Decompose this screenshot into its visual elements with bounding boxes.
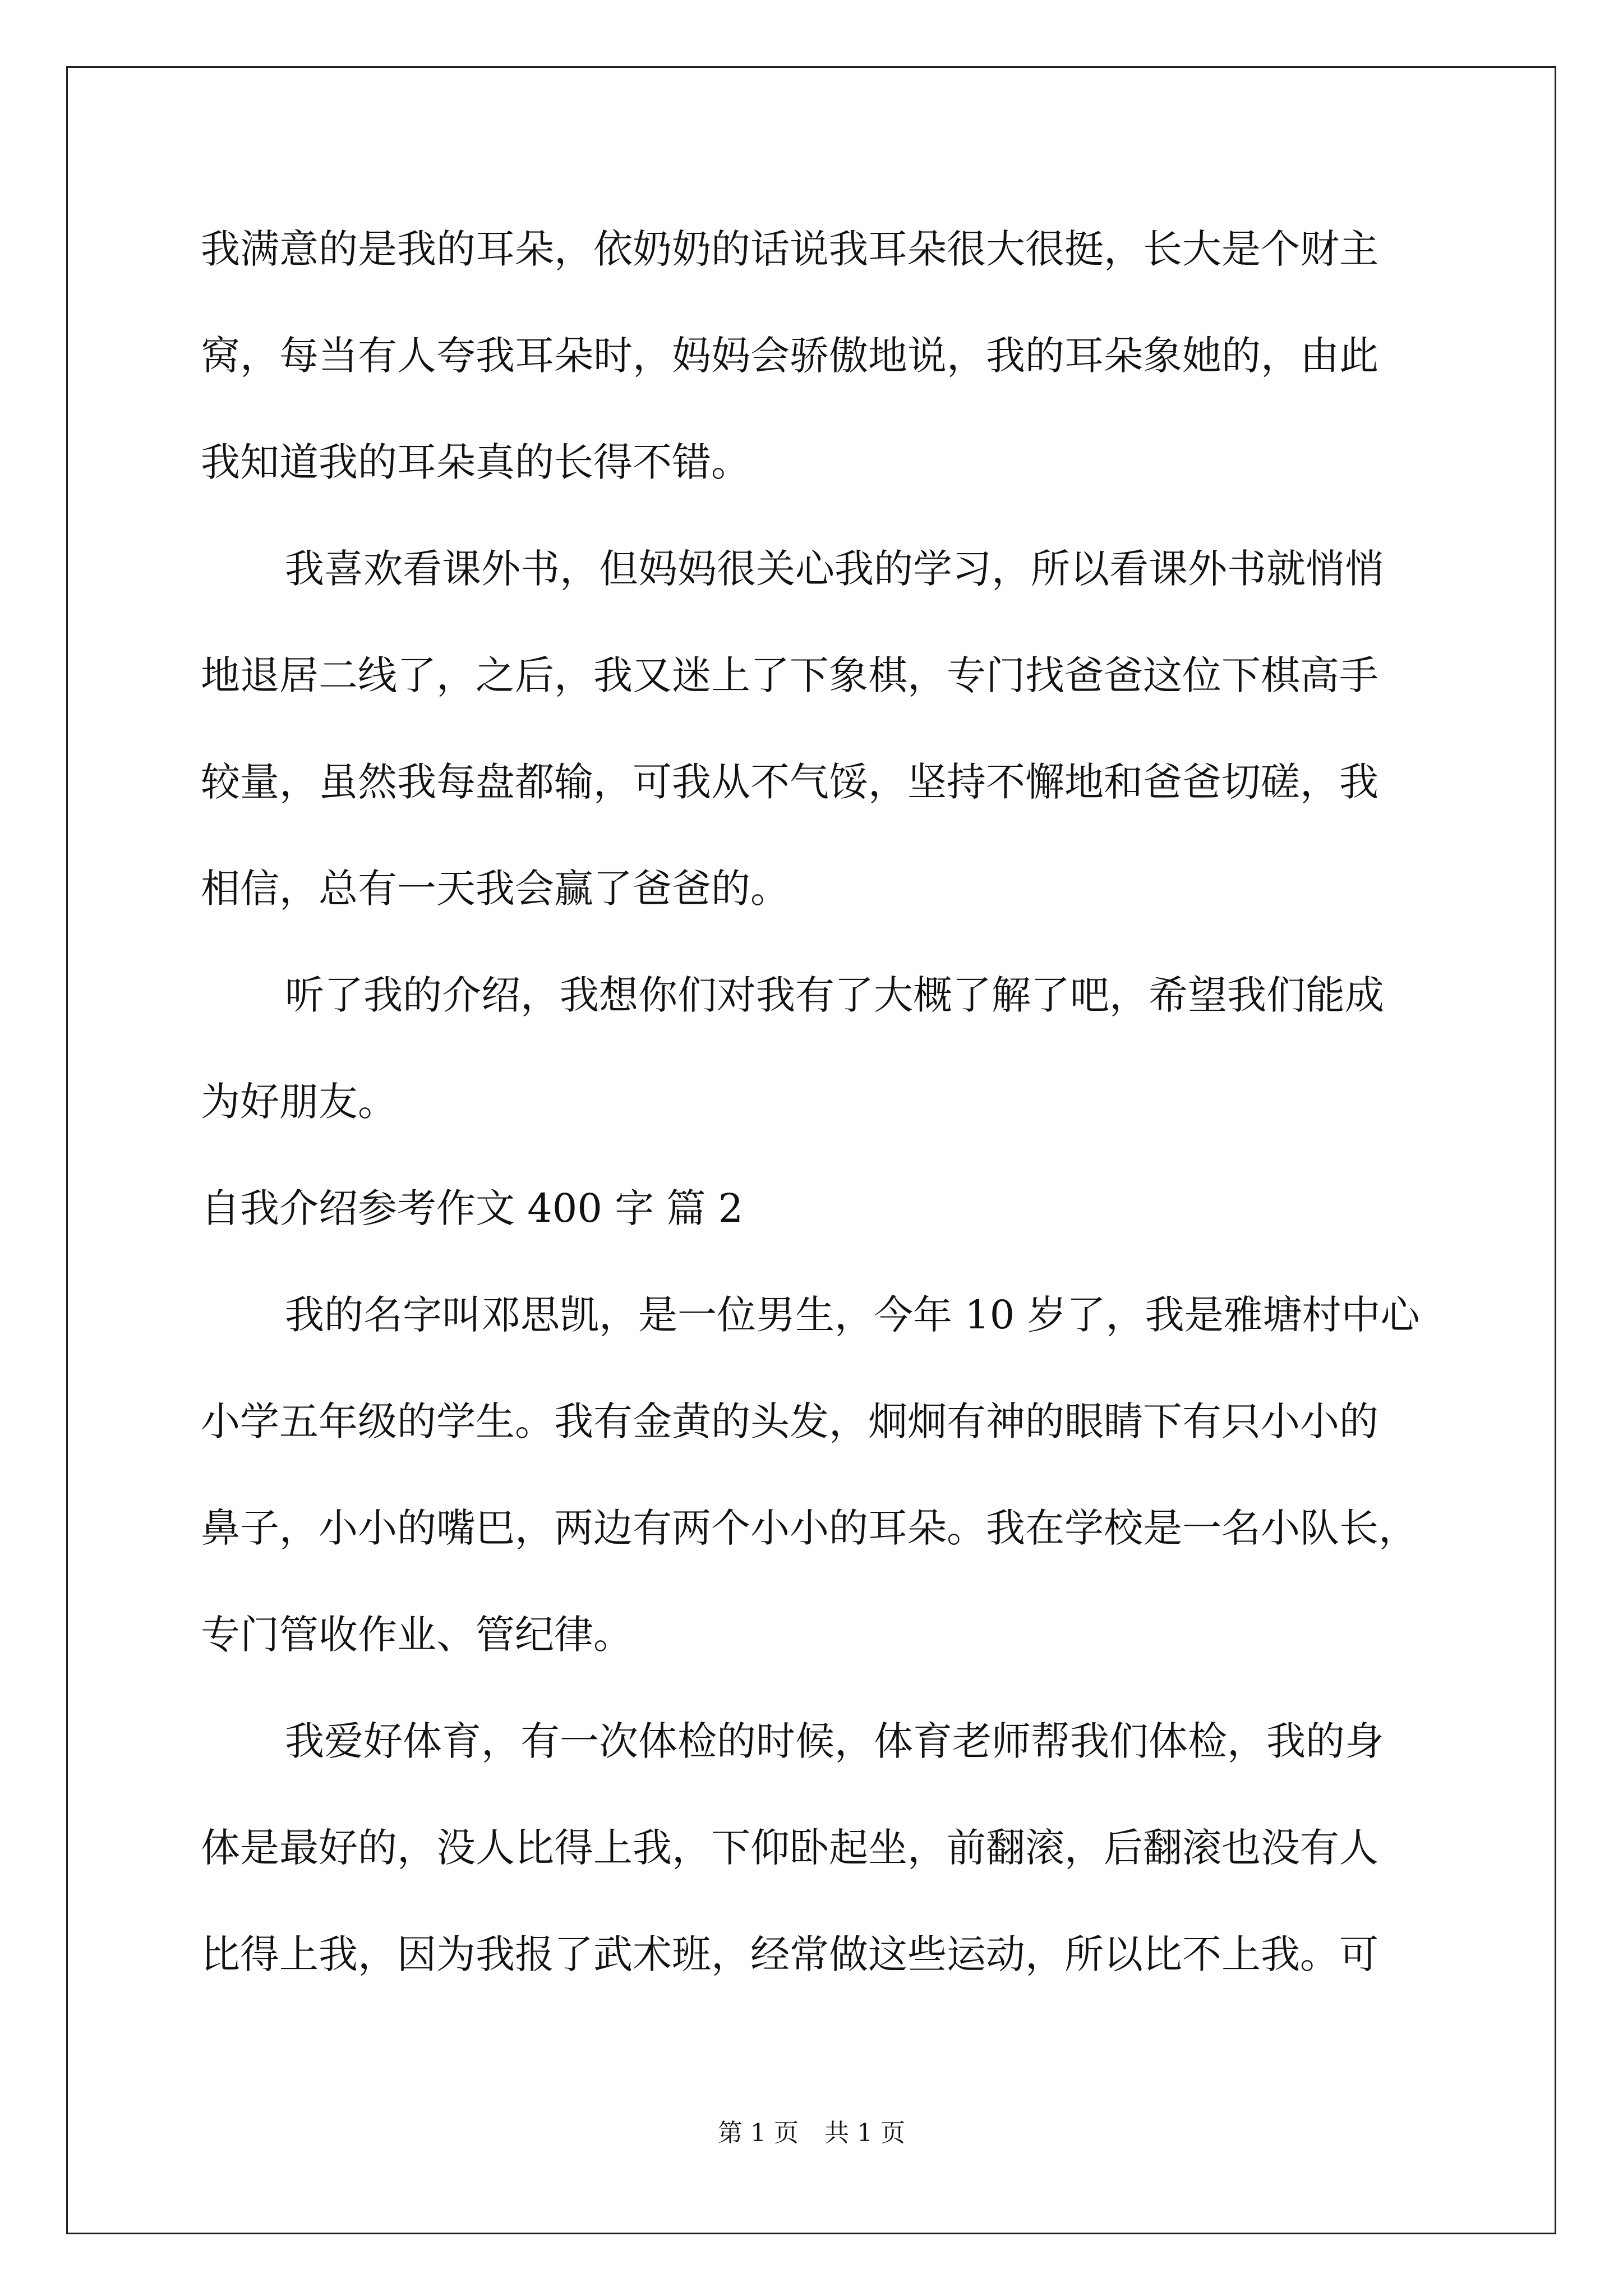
paragraph-first-line: 我的名字叫邓思凯，是一位男生，今年 10 岁了，我是雅塘村中心 bbox=[285, 1292, 1420, 1338]
text-line: 比得上我，因为我报了武术班，经常做这些运动，所以比不上我。可 bbox=[201, 1931, 1378, 1977]
text-line: 地退居二线了，之后，我又迷上了下象棋，专门找爸爸这位下棋高手 bbox=[201, 652, 1378, 698]
text-line: 为好朋友。 bbox=[201, 1079, 397, 1125]
document-body bbox=[201, 212, 1435, 2024]
paragraph-first-line: 听了我的介绍，我想你们对我有了大概了解了吧，希望我们能成 bbox=[285, 972, 1384, 1018]
text-line: 鼻子，小小的嘴巴，两边有两个小小的耳朵。我在学校是一名小队长， bbox=[201, 1505, 1418, 1551]
page-footer bbox=[0, 2116, 1623, 2150]
text-line: 我满意的是我的耳朵，依奶奶的话说我耳朵很大很挺，长大是个财主 bbox=[201, 226, 1378, 272]
text-line: 我知道我的耳朵真的长得不错。 bbox=[201, 439, 750, 485]
text-line: 相信，总有一天我会赢了爸爸的。 bbox=[201, 866, 790, 912]
text-line: 体是最好的，没人比得上我，下仰卧起坐，前翻滚，后翻滚也没有人 bbox=[201, 1825, 1378, 1871]
text-line: 小学五年级的学生。我有金黄的头发，炯炯有神的眼睛下有只小小的 bbox=[201, 1398, 1378, 1444]
section-heading: 自我介绍参考作文 400 字 篇 2 bbox=[201, 1185, 744, 1231]
text-line: 专门管收作业、管纪律。 bbox=[201, 1612, 633, 1658]
paragraph-first-line: 我喜欢看课外书，但妈妈很关心我的学习，所以看课外书就悄悄 bbox=[285, 546, 1384, 592]
page-number-total: 共 1 页 bbox=[824, 2119, 905, 2147]
paragraph-first-line: 我爱好体育，有一次体检的时候，体育老师帮我们体检，我的身 bbox=[285, 1718, 1384, 1764]
text-line: 窝，每当有人夸我耳朵时，妈妈会骄傲地说，我的耳朵象她的，由此 bbox=[201, 333, 1378, 379]
page-number-current: 第 1 页 bbox=[718, 2119, 799, 2147]
text-line: 较量，虽然我每盘都输，可我从不气馁，坚持不懈地和爸爸切磋，我 bbox=[201, 759, 1378, 805]
